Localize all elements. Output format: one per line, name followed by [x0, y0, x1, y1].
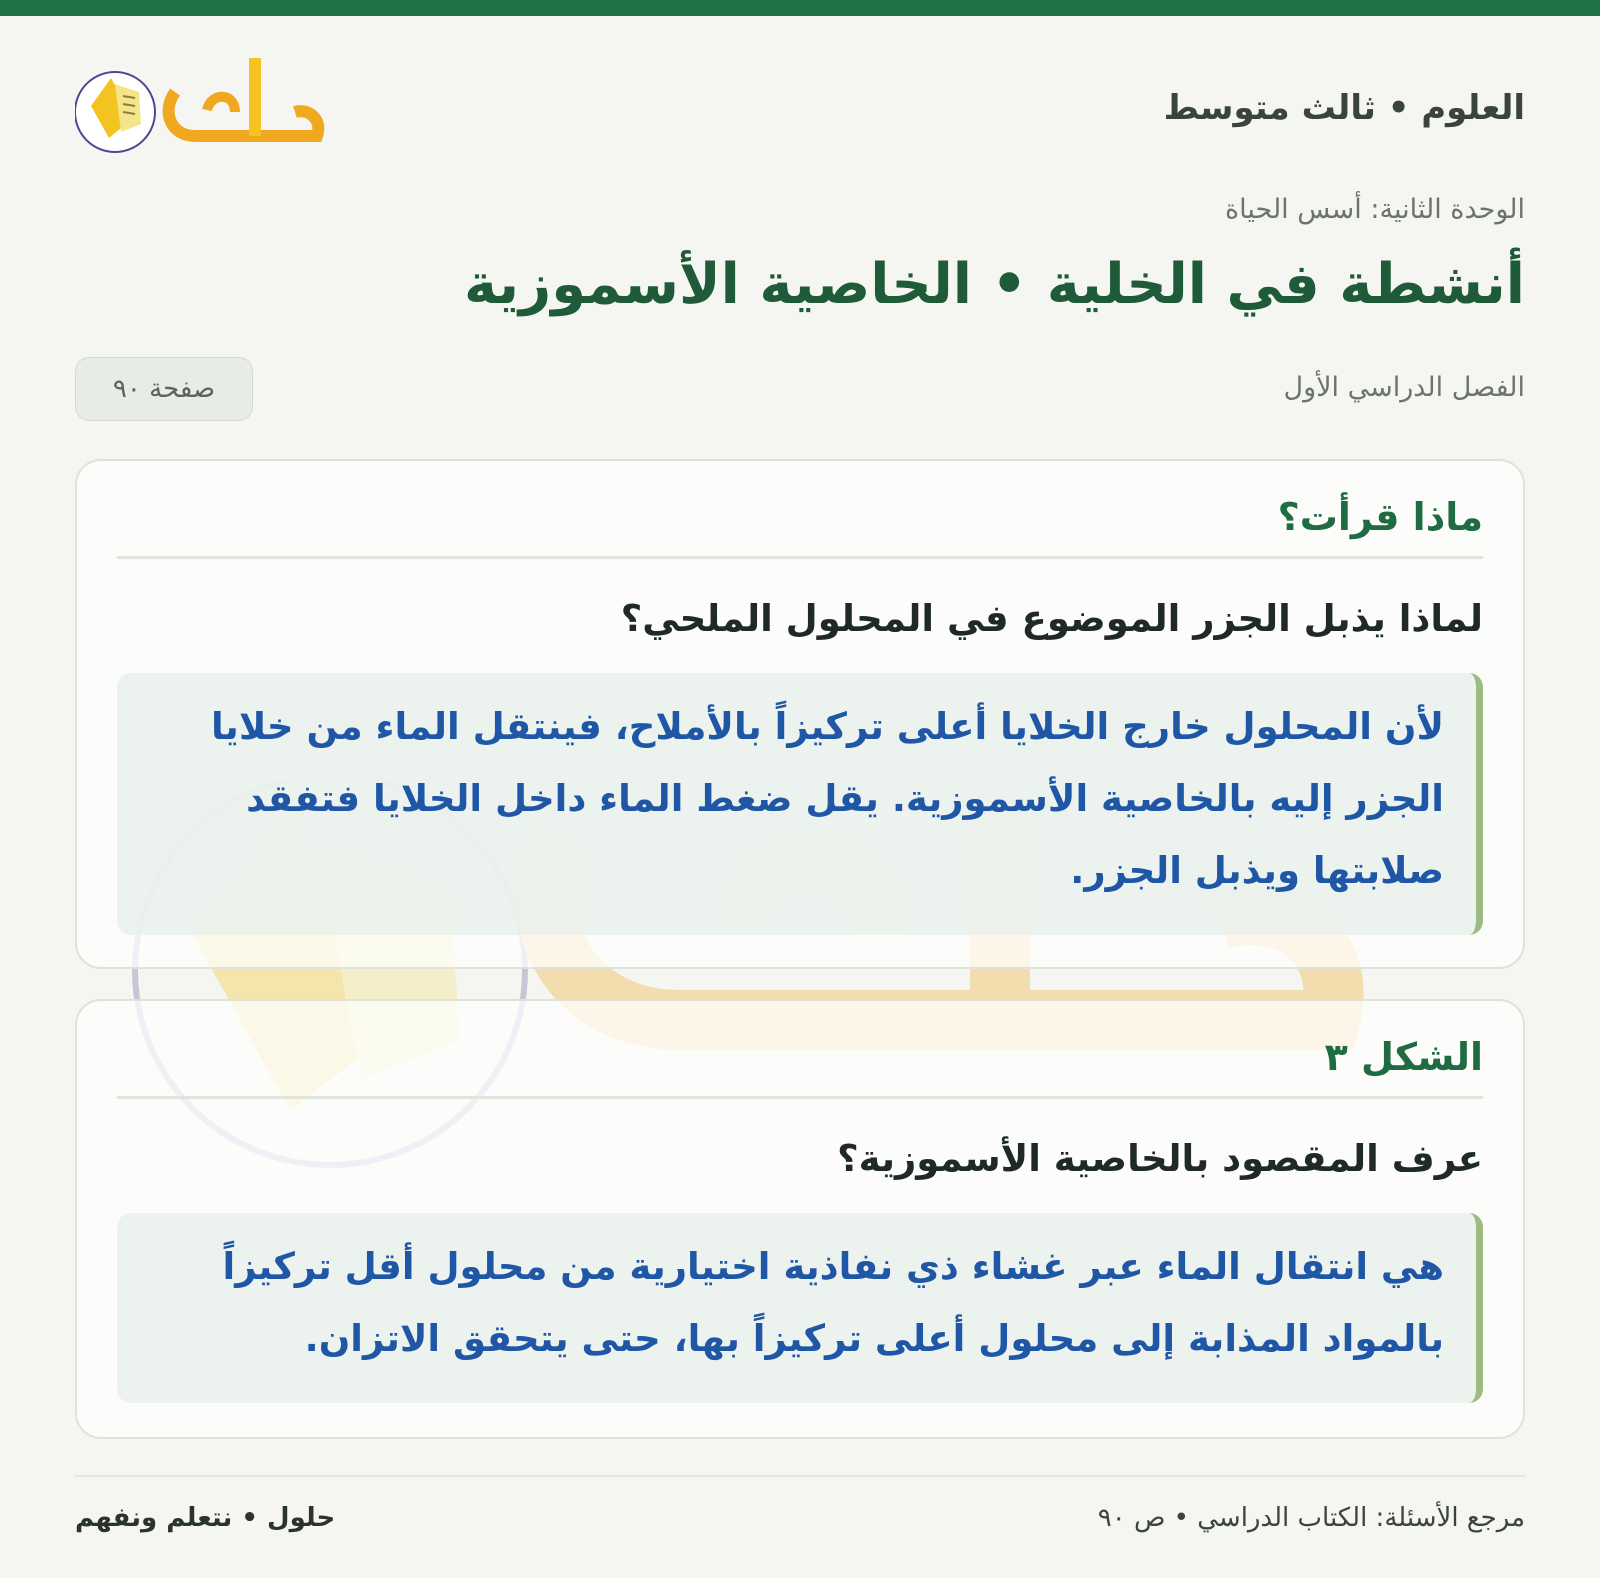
- semester-label: الفصل الدراسي الأول: [1283, 372, 1525, 403]
- footer-brand: حلول • نتعلم ونفهم: [75, 1503, 336, 1533]
- footer-divider: [75, 1475, 1525, 1477]
- question-text: لماذا يذبل الجزر الموضوع في المحلول الملحي؟: [620, 597, 1483, 640]
- card-heading: الشكل ٣: [117, 1035, 1483, 1099]
- lesson-title: أنشطة في الخلية • الخاصية الأسموزية: [464, 252, 1525, 317]
- answer-box: لأن المحلول خارج الخلايا أعلى تركيزاً بالأملاح، فينتقل الماء من خلايا الجزر إليه بالخاصية الأسموزية. يقل ضغط الماء داخل الخلايا فتفقد صلابتها ويذبل الجزر.: [117, 673, 1483, 935]
- unit-label: الوحدة الثانية: أسس الحياة: [1225, 194, 1525, 225]
- question-card: [75, 999, 1525, 1439]
- question-text: عرف المقصود بالخاصية الأسموزية؟: [837, 1137, 1483, 1180]
- answer-box: هي انتقال الماء عبر غشاء ذي نفاذية اختيارية من محلول أقل تركيزاً بالمواد المذابة إلى محلول أعلى تركيزاً بها، حتى يتحقق الاتزان.: [117, 1213, 1483, 1403]
- subject-grade: العلوم • ثالث متوسط: [1163, 88, 1525, 128]
- page-number-badge: صفحة ٩٠: [75, 357, 253, 421]
- footer-reference: مرجع الأسئلة: الكتاب الدراسي • ص ٩٠: [1097, 1503, 1525, 1533]
- header: [75, 52, 1525, 172]
- top-accent-bar: [0, 0, 1600, 16]
- card-heading: ماذا قرأت؟: [117, 495, 1483, 559]
- question-card: [75, 459, 1525, 969]
- brand-logo: [75, 52, 335, 168]
